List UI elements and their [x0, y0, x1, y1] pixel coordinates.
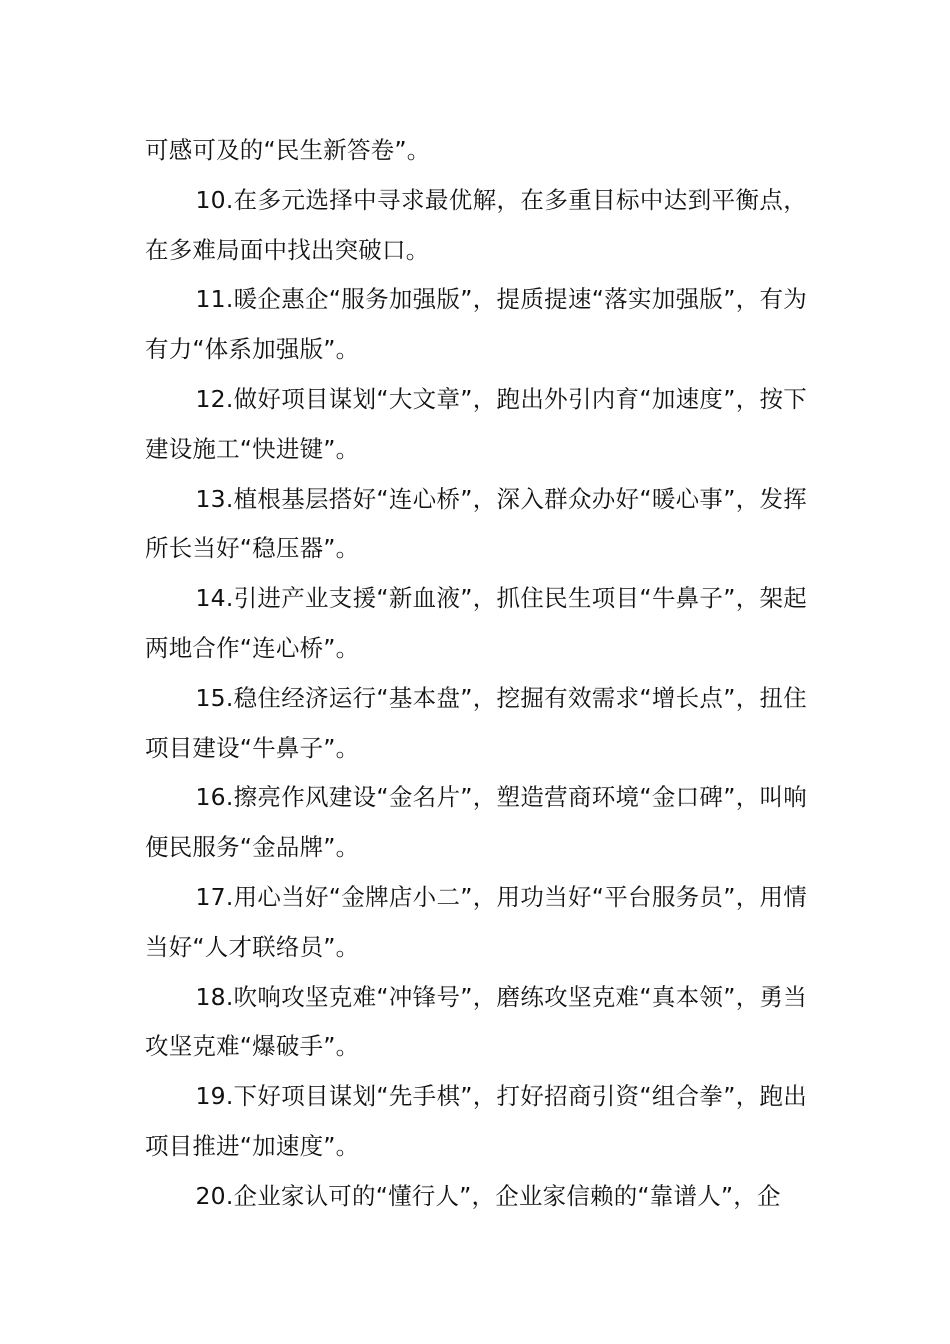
paragraph-item-10: 10.在多元选择中寻求最优解，在多重目标中达到平衡点，在多难局面中找出突破口。 — [145, 185, 807, 264]
paragraph-item-20: 20.企业家认可的“懂行人”，企业家信赖的“靠谱人”，企 — [195, 1181, 781, 1210]
paragraph-item-18: 18.吹响攻坚克难“冲锋号”，磨练攻坚克难“真本领”，勇当攻坚克难“爆破手”。 — [145, 982, 807, 1061]
paragraph-continued: 可感可及的“民生新答卷”。 — [145, 136, 431, 164]
paragraph-item-11: 11.暖企惠企“服务加强版”，提质提速“落实加强版”，有为有力“体系加强版”。 — [145, 285, 807, 364]
paragraph-item-14: 14.引进产业支援“新血液”，抓住民生项目“牛鼻子”，架起两地合作“连心桥”。 — [145, 584, 807, 662]
paragraph-item-15: 15.稳住经济运行“基本盘”，挖掘有效需求“增长点”，扭住项目建设“牛鼻子”。 — [145, 683, 807, 762]
paragraph-item-17: 17.用心当好“金牌店小二”，用功当好“平台服务员”，用情当好“人才联络员”。 — [145, 882, 807, 961]
paragraph-item-13: 13.植根基层搭好“连心桥”，深入群众办好“暖心事”，发挥所长当好“稳压器”。 — [145, 484, 807, 563]
paragraph-item-16: 16.擦亮作风建设“金名片”，塑造营商环境“金口碑”，叫响便民服务“金品牌”。 — [145, 783, 807, 862]
paragraph-item-19: 19.下好项目谋划“先手棋”，打好招商引资“组合拳”，跑出项目推进“加速度”。 — [145, 1082, 807, 1160]
paragraph-item-12: 12.做好项目谋划“大文章”，跑出外引内育“加速度”，按下建设施工“快进键”。 — [145, 384, 807, 463]
document-body — [145, 126, 807, 1222]
